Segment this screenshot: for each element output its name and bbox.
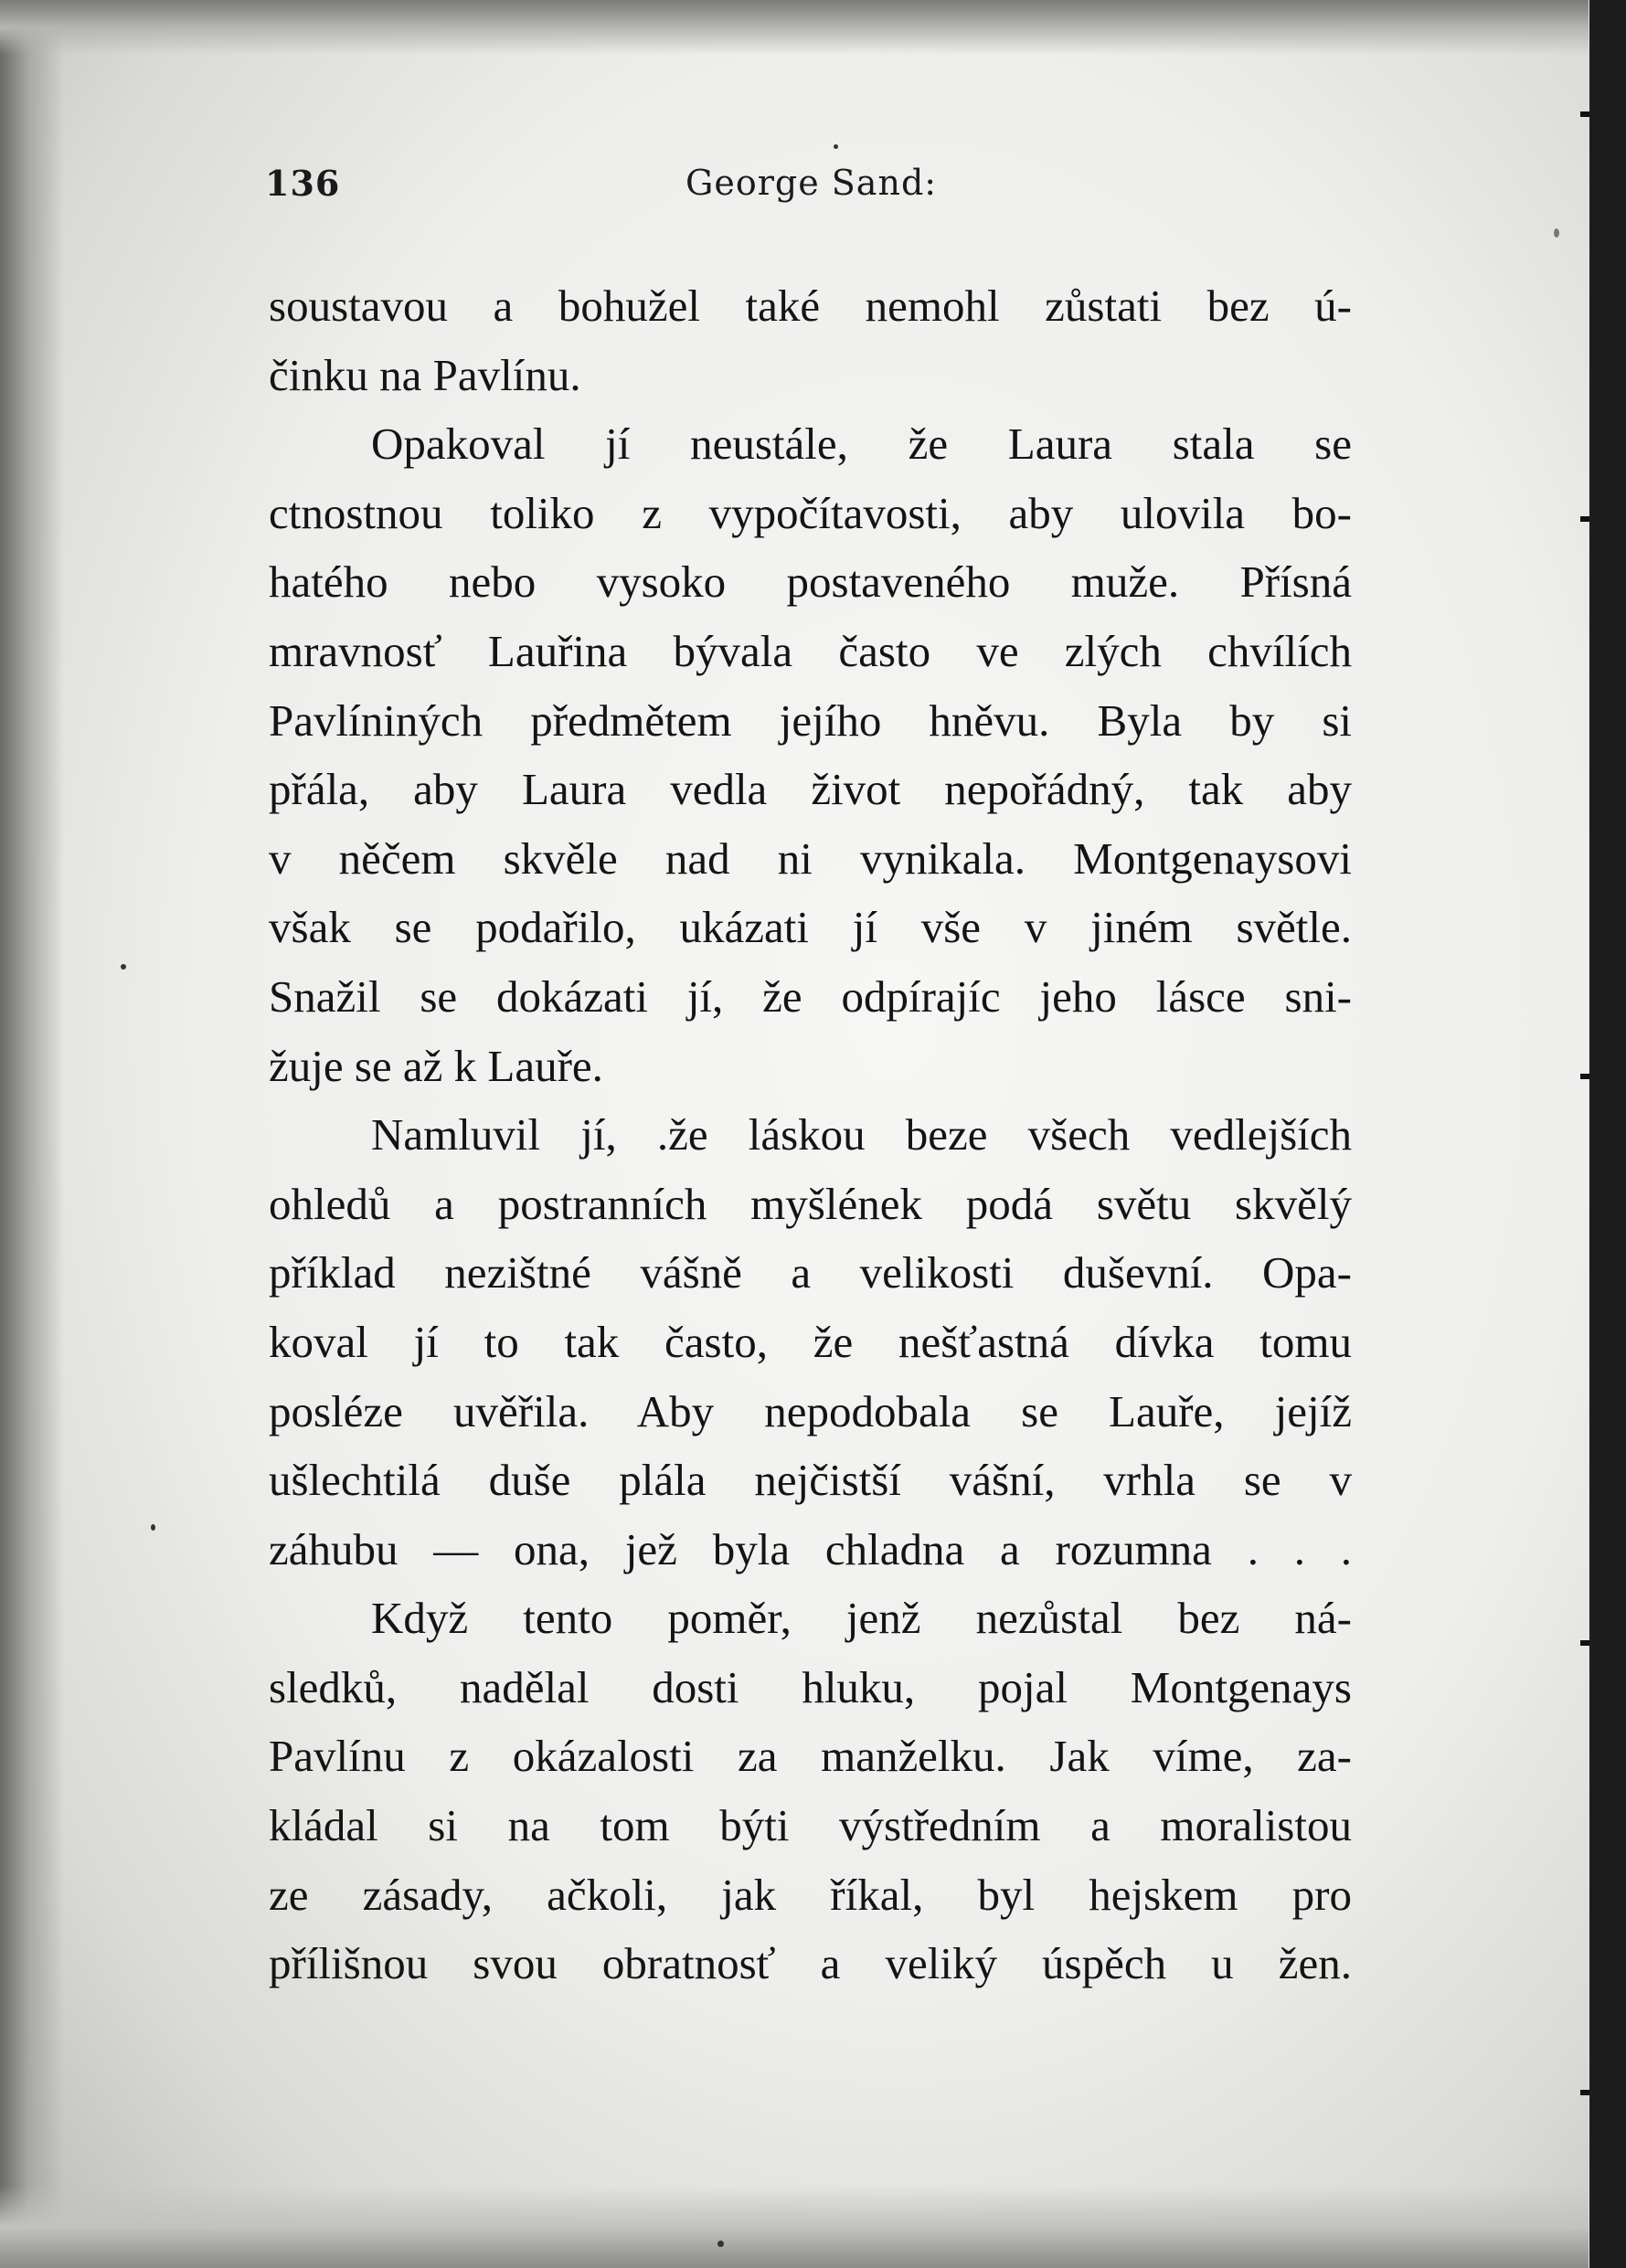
text-line: hatého nebo vysoko postaveného muže. Přísná [269, 556, 1352, 608]
text-line: Pavlíniných předmětem jejího hněvu. Byla by si [269, 694, 1352, 746]
page-header [265, 163, 1353, 217]
page-number: 136 [265, 163, 341, 204]
scan-shadow-bottom [0, 2186, 1626, 2268]
text-line: posléze uvěřila. Aby nepodobala se Lauře, jejíž [269, 1385, 1352, 1436]
dust-speck [151, 1524, 155, 1531]
dust-speck [1554, 228, 1559, 238]
text-line: soustavou a bohužel také nemohl zůstati bez ú- [269, 281, 1352, 331]
dust-speck [717, 2241, 724, 2247]
dust-speck [121, 964, 126, 970]
scan-border-right [1589, 0, 1626, 2268]
text-line: přála, aby Laura vedla život nepořádný, tak aby [269, 764, 1352, 815]
text-line: záhubu — ona, jež byla chladna a rozumna . . . [269, 1523, 1352, 1574]
scan-shadow-top [0, 0, 1626, 55]
text-line: však se podařilo, ukázati jí vše v jiném světle. [269, 902, 1352, 953]
text-line: mravnosť Lauřina bývala často ve zlých chvílích [269, 625, 1352, 676]
text-line: Když tento poměr, jenž nezůstal bez ná- [371, 1593, 1352, 1644]
text-line: ze zásady, ačkoli, jak říkal, byl hejskem pro [269, 1869, 1352, 1920]
text-line: činku na Pavlínu. [269, 349, 581, 400]
text-line: Opakoval jí neustále, že Laura stala se [371, 419, 1352, 470]
running-head: George Sand: [685, 163, 938, 203]
text-line: v něčem skvěle nad ni vynikala. Montgenaysovi [269, 832, 1352, 884]
text-line: ctnostnou toliko z vypočítavosti, aby ulovila bo- [269, 487, 1352, 538]
text-line: kládal si na tom býti výstředním a moralistou [269, 1800, 1352, 1851]
text-line: Snažil se dokázati jí, že odpírajíc jeho lásce sni- [269, 970, 1352, 1022]
text-line: ušlechtilá duše plála nejčistší vášní, vrhla se v [269, 1455, 1352, 1506]
text-line: ohledů a postranních myšlének podá světu skvělý [269, 1178, 1352, 1229]
text-line: Pavlínu z okázalosti za manželku. Jak víme, za- [269, 1731, 1352, 1782]
text-line: žuje se až k Lauře. [269, 1040, 603, 1091]
scan-shadow-left [0, 0, 64, 2268]
text-line: přílišnou svou obratnosť a veliký úspěch u žen. [269, 1938, 1352, 1989]
body-text [269, 271, 1352, 1998]
text-line: sledků, nadělal dosti hluku, pojal Montgenays [269, 1661, 1352, 1712]
text-line: příklad nezištné vášně a velikosti duševní. Opa- [269, 1247, 1352, 1298]
text-line: koval jí to tak často, že nešťastná dívka tomu [269, 1316, 1352, 1367]
text-line: Namluvil jí, .že láskou beze všech vedlejších [371, 1109, 1352, 1160]
dust-speck [834, 144, 838, 149]
